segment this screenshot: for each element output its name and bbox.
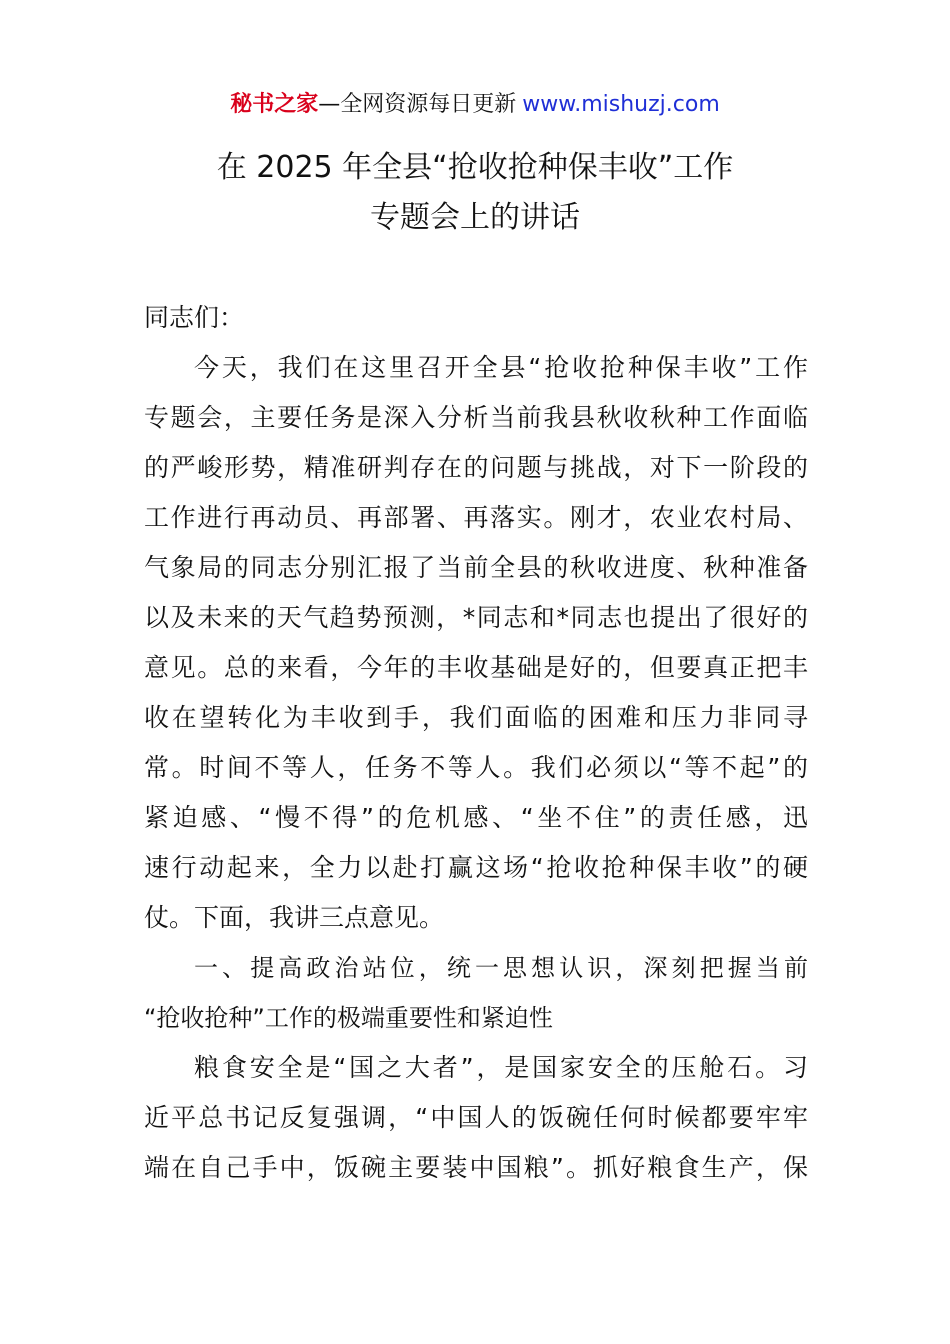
text-line: 专题会，主要任务是深入分析当前我县秋收秋种工作面临 — [144, 403, 808, 432]
text-line: 的严峻形势，精准研判存在的问题与挑战，对下一阶段的 — [144, 453, 808, 482]
text-line: 以及未来的天气趋势预测，*同志和*同志也提出了很好的 — [144, 603, 808, 632]
text-line: 工作进行再动员、再部署、再落实。刚才，农业农村局、 — [144, 503, 808, 532]
header-tagline: —全网资源每日更新 — [318, 92, 517, 117]
brand-name: 秘书之家 — [230, 92, 319, 117]
text-line: 速行动起来，全力以赴打赢这场“抢收抢种保丰收”的硬 — [144, 853, 808, 882]
text-line: 今天，我们在这里召开全县“抢收抢种保丰收”工作 — [194, 353, 808, 382]
salutation: 同志们： — [144, 303, 245, 332]
text-line: 粮食安全是“国之大者”，是国家安全的压舱石。习 — [194, 1053, 808, 1082]
paragraph-food-security — [144, 1043, 808, 1193]
text-line: 常。时间不等人，任务不等人。我们必须以“等不起”的 — [144, 753, 808, 782]
text-line: 仗。下面，我讲三点意见。 — [144, 903, 445, 932]
document-title-line-2: 专题会上的讲话 — [370, 200, 580, 235]
section-heading-1 — [144, 943, 808, 1043]
site-url-link[interactable]: www.mishuzj.com — [522, 92, 720, 117]
text-line: 端在自己手中，饭碗主要装中国粮”。抓好粮食生产，保 — [144, 1153, 808, 1182]
paragraph-intro — [144, 343, 808, 943]
heading-line: 一、提高政治站位，统一思想认识，深刻把握当前 — [194, 954, 808, 982]
text-line: 收在望转化为丰收到手，我们面临的困难和压力非同寻 — [144, 703, 808, 732]
heading-line: “抢收抢种”工作的极端重要性和紧迫性 — [144, 1004, 553, 1032]
site-header — [0, 88, 950, 122]
text-line: 紧迫感、“慢不得”的危机感、“坐不住”的责任感，迅 — [144, 803, 808, 832]
text-line: 意见。总的来看，今年的丰收基础是好的，但要真正把丰 — [144, 653, 808, 682]
text-line: 气象局的同志分别汇报了当前全县的秋收进度、秋种准备 — [144, 553, 808, 582]
document-title-line-1: 在 2025 年全县“抢收抢种保丰收”工作 — [216, 150, 734, 185]
text-line: 近平总书记反复强调，“中国人的饭碗任何时候都要牢牢 — [144, 1103, 808, 1132]
